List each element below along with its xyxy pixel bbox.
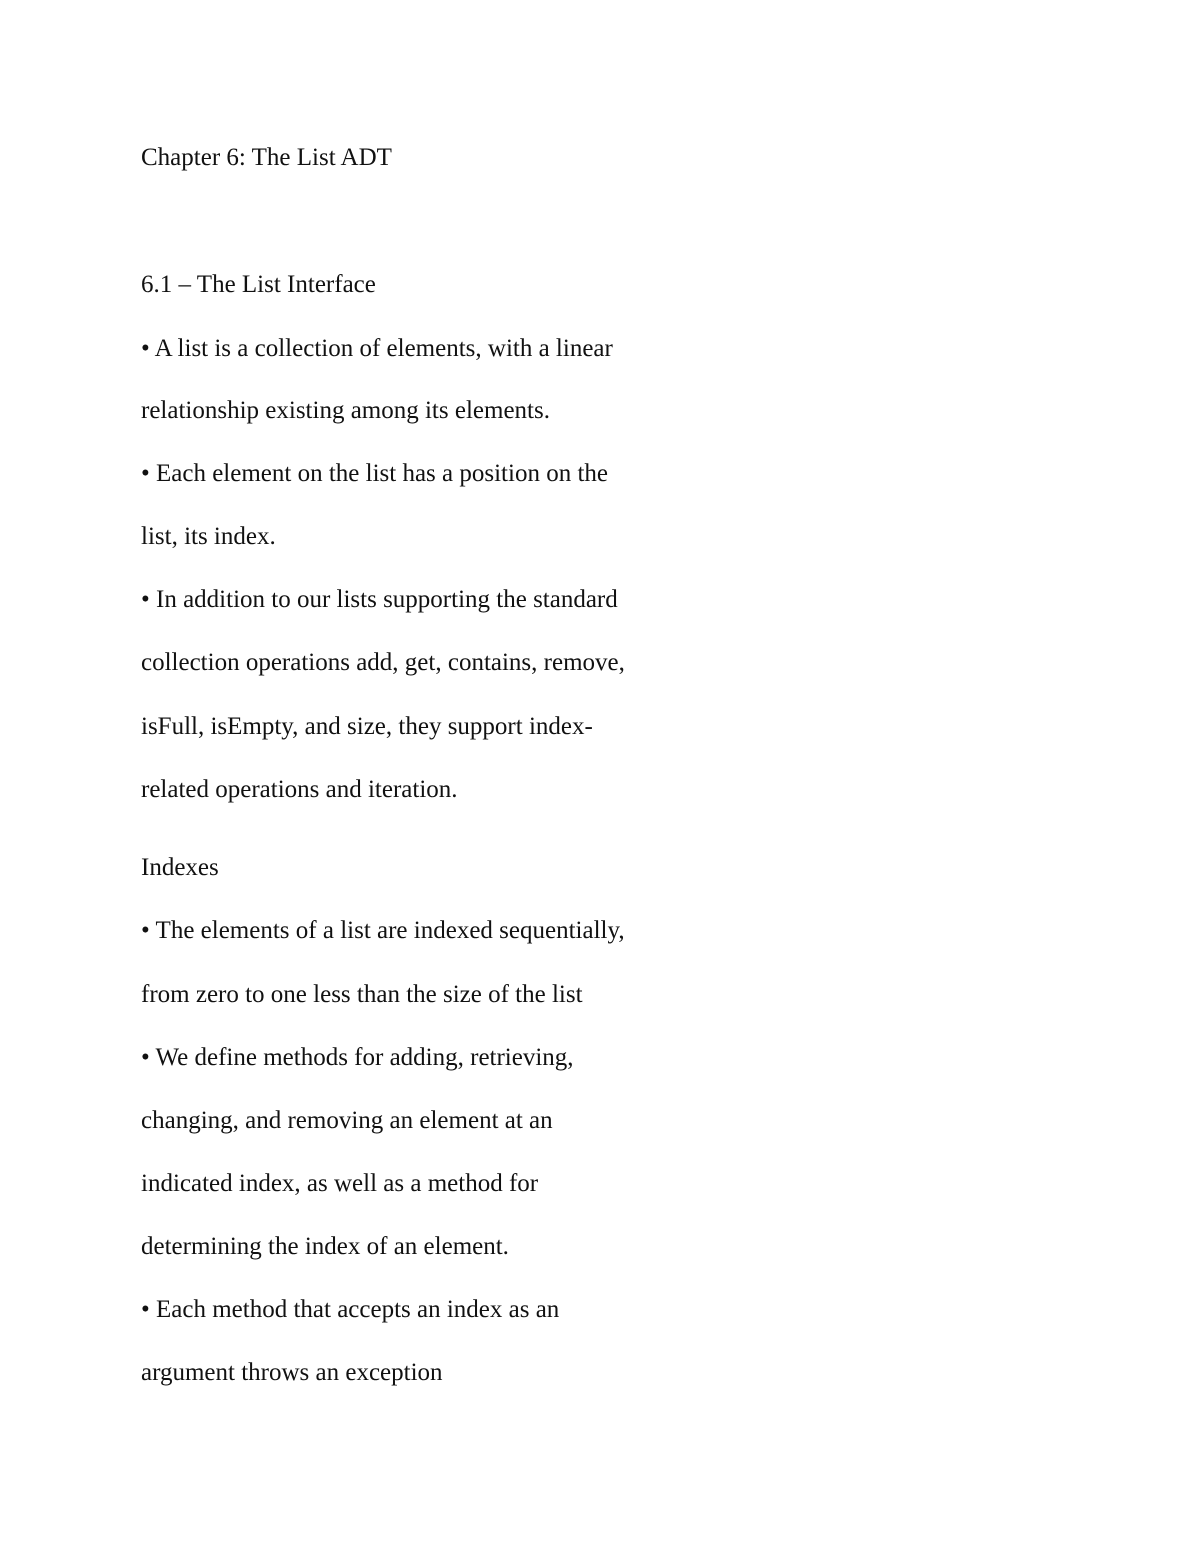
body-line: argument throws an exception <box>141 1359 443 1386</box>
body-line: • We define methods for adding, retrieving, <box>141 1044 574 1071</box>
body-line: • In addition to our lists supporting the standard <box>141 586 618 613</box>
section-title: 6.1 – The List Interface <box>141 271 376 298</box>
subheading-indexes: Indexes <box>141 854 219 881</box>
body-line: • A list is a collection of elements, with a linear <box>141 335 613 362</box>
chapter-title: Chapter 6: The List ADT <box>141 144 392 171</box>
body-line: determining the index of an element. <box>141 1233 509 1260</box>
body-line: • Each element on the list has a position on the <box>141 460 608 487</box>
body-line: related operations and iteration. <box>141 776 458 803</box>
body-line: • Each method that accepts an index as an <box>141 1296 560 1323</box>
body-line: isFull, isEmpty, and size, they support index- <box>141 713 593 740</box>
body-line: • The elements of a list are indexed sequentially, <box>141 917 625 944</box>
body-line: indicated index, as well as a method for <box>141 1170 539 1197</box>
body-line: collection operations add, get, contains, remove, <box>141 649 625 676</box>
body-line: list, its index. <box>141 523 276 550</box>
body-line: changing, and removing an element at an <box>141 1107 553 1134</box>
body-line: relationship existing among its elements. <box>141 397 550 424</box>
body-line: from zero to one less than the size of the list <box>141 981 583 1008</box>
